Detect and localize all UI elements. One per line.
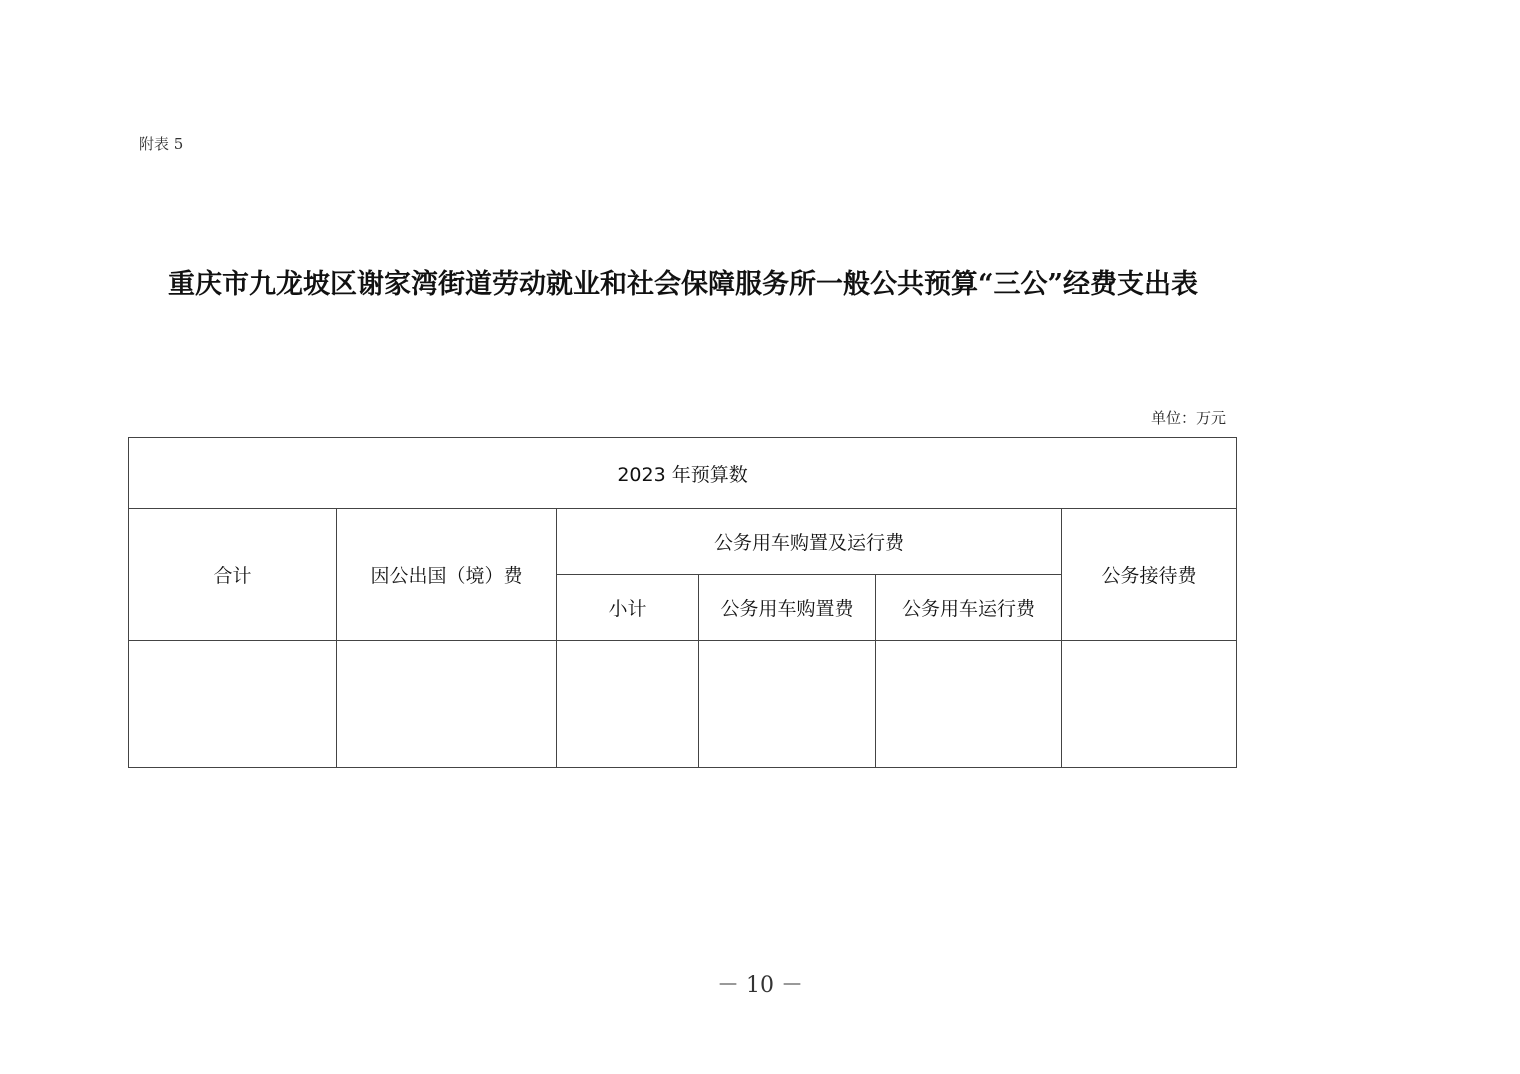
col-total: 合计 bbox=[129, 509, 337, 641]
cell-vehicle-operation bbox=[876, 641, 1062, 768]
table-row bbox=[129, 641, 1237, 768]
col-reception: 公务接待费 bbox=[1062, 509, 1237, 641]
page-number: － 10 － bbox=[717, 973, 803, 998]
unit-label: 单位：万元 bbox=[1150, 409, 1226, 427]
col-vehicle-purchase: 公务用车购置费 bbox=[699, 575, 876, 641]
page-title: 重庆市九龙坡区谢家湾街道劳动就业和社会保障服务所一般公共预算“三公”经费支出表 bbox=[167, 269, 1199, 300]
cell-subtotal bbox=[557, 641, 699, 768]
year-header: 2023 年预算数 bbox=[129, 438, 1237, 509]
cell-total bbox=[129, 641, 337, 768]
cell-reception bbox=[1062, 641, 1237, 768]
col-vehicle-group: 公务用车购置及运行费 bbox=[557, 509, 1062, 575]
col-vehicle-operation: 公务用车运行费 bbox=[876, 575, 1062, 641]
col-overseas: 因公出国（境）费 bbox=[337, 509, 557, 641]
table-header-row-year bbox=[129, 438, 1237, 509]
col-subtotal: 小计 bbox=[557, 575, 699, 641]
cell-vehicle-purchase bbox=[699, 641, 876, 768]
budget-table bbox=[128, 437, 1237, 768]
cell-overseas bbox=[337, 641, 557, 768]
attachment-label: 附表 5 bbox=[139, 135, 184, 153]
table-header-row-1 bbox=[129, 509, 1237, 575]
